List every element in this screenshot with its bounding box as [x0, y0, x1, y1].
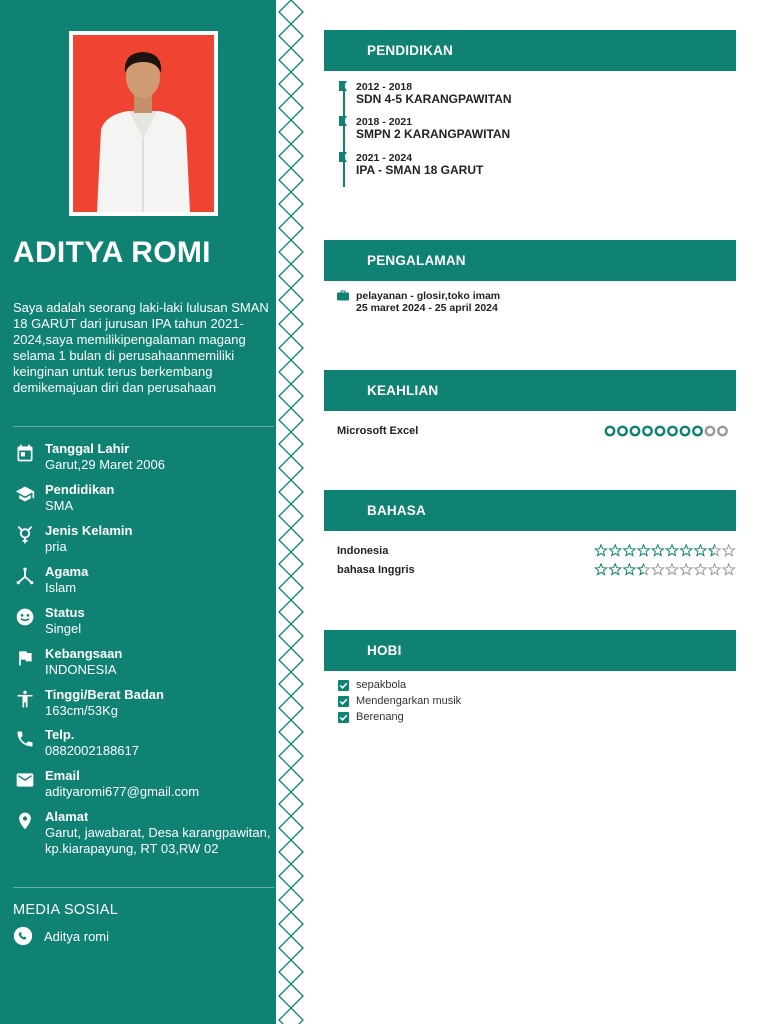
- info-value: pria: [45, 539, 67, 554]
- religion-icon: [15, 566, 35, 586]
- skill-dot-filled: [693, 427, 701, 435]
- info-label: Telp.: [45, 727, 75, 742]
- social-label: Aditya romi: [44, 929, 110, 944]
- skill-dot-filled: [668, 427, 676, 435]
- skill-dot-filled: [606, 427, 614, 435]
- star-icon-filled: [638, 545, 649, 556]
- section-title: PENGALAMAN: [367, 253, 466, 268]
- star-icon-filled: [624, 545, 635, 556]
- info-label: Email: [45, 768, 80, 783]
- sidebar-divider: [13, 426, 274, 427]
- info-label: Tanggal Lahir: [45, 441, 130, 456]
- info-label: Tinggi/Berat Badan: [45, 687, 164, 702]
- star-icon-filled: [595, 564, 606, 575]
- briefcase-icon: [337, 290, 349, 301]
- graduation-cap-icon: [15, 484, 35, 504]
- experience-period: 25 maret 2024 - 25 april 2024: [356, 302, 498, 314]
- star-icon-filled: [652, 545, 663, 556]
- profile-summary: Saya adalah seorang laki-laki lulusan SMAN 18 GARUT dari jurusan IPA tahun 2021-2024,saya memilikipengalaman magang selama 1 bulan di perusahaanmemiliki keinginan untuk terus berkembang demikemajuan diri dan perusahaan: [13, 300, 269, 395]
- info-value: Islam: [45, 580, 77, 595]
- section-title: KEAHLIAN: [367, 383, 439, 398]
- skill-name: Microsoft Excel: [337, 425, 419, 437]
- skill-dot-filled: [618, 427, 626, 435]
- star-icon-empty: [723, 545, 734, 556]
- star-icon-empty: [723, 564, 734, 575]
- diamond-border: [276, 0, 306, 1024]
- skill-dot-filled: [631, 427, 639, 435]
- section-title: BAHASA: [367, 503, 426, 518]
- social-item-whatsapp[interactable]: [13, 926, 110, 951]
- profile-photo: [73, 35, 214, 212]
- language-name: Indonesia: [337, 545, 389, 557]
- section-title: PENDIDIKAN: [367, 43, 454, 58]
- star-icon-empty: [709, 564, 720, 575]
- education-years: 2018 - 2021: [356, 116, 413, 128]
- star-icon-filled: [609, 545, 620, 556]
- experience-role: pelayanan - glosir,toko imam: [356, 290, 501, 302]
- star-icon-filled: [695, 545, 706, 556]
- language-name: bahasa Inggris: [337, 564, 415, 576]
- status-icon: [15, 607, 35, 627]
- gender-icon: [15, 525, 35, 545]
- social-media-title: MEDIA SOSIAL: [13, 902, 119, 918]
- info-label: Jenis Kelamin: [45, 523, 133, 538]
- info-value: SMA: [45, 498, 74, 513]
- info-label: Kebangsaan: [45, 646, 123, 661]
- language-rating: [594, 544, 736, 557]
- star-icon-empty: [695, 564, 706, 575]
- sidebar-divider: [13, 887, 274, 888]
- location-icon: [15, 811, 35, 831]
- checkbox-icon: [338, 712, 349, 723]
- info-value: Garut,29 Maret 2006: [45, 457, 165, 472]
- skill-dot-filled: [643, 427, 651, 435]
- education-school: SMPN 2 KARANGPAWITAN: [356, 127, 511, 141]
- hobby-label: Berenang: [356, 711, 404, 723]
- phone-icon: [15, 729, 35, 749]
- section-header-hobbies: [324, 630, 736, 671]
- person-icon: [15, 689, 35, 709]
- section-header-experience: [324, 240, 736, 281]
- checkbox-icon: [338, 680, 349, 691]
- education-years: 2012 - 2018: [356, 81, 413, 93]
- section-header-education: [324, 30, 736, 71]
- star-icon-filled: [595, 545, 606, 556]
- skill-dot-filled: [656, 427, 664, 435]
- skill-dot-empty: [706, 427, 714, 435]
- info-value: adityaromi677@gmail.com: [45, 784, 200, 799]
- timeline-marker-icon: [339, 152, 349, 162]
- hobby-label: sepakbola: [356, 679, 407, 691]
- info-label: Agama: [45, 564, 89, 579]
- section-title: HOBI: [367, 643, 402, 658]
- timeline-line: [343, 85, 345, 187]
- section-header-skills: [324, 370, 736, 411]
- star-icon-filled: [624, 564, 635, 575]
- star-icon-filled: [666, 545, 677, 556]
- email-icon: [15, 770, 35, 790]
- checkbox-icon: [338, 696, 349, 707]
- calendar-icon: [15, 443, 35, 463]
- education-school: SDN 4-5 KARANGPAWITAN: [356, 92, 512, 106]
- skill-level-rating: [604, 425, 736, 437]
- sidebar: [0, 0, 276, 1024]
- timeline-marker-icon: [339, 81, 349, 91]
- star-icon-filled: [680, 545, 691, 556]
- star-icon-filled: [609, 564, 620, 575]
- timeline-marker-icon: [339, 116, 349, 126]
- info-value: Garut, jawabarat, Desa karangpawitan, kp.kiarapayung, RT 03,RW 02: [45, 825, 271, 856]
- star-icon-empty: [652, 564, 663, 575]
- full-name: ADITYA ROMI: [13, 236, 211, 269]
- education-school: IPA - SMAN 18 GARUT: [356, 163, 484, 177]
- hobby-label: Mendengarkan musik: [356, 695, 462, 707]
- whatsapp-icon: [13, 926, 33, 946]
- skill-dot-empty: [718, 427, 726, 435]
- star-icon-empty: [680, 564, 691, 575]
- info-label: Alamat: [45, 809, 89, 824]
- info-label: Status: [45, 605, 85, 620]
- section-header-languages: [324, 490, 736, 531]
- profile-photo-frame: [69, 31, 218, 216]
- info-value: Singel: [45, 621, 82, 636]
- star-icon-empty: [666, 564, 677, 575]
- info-value: 0882002188617: [45, 743, 139, 758]
- skill-dot-filled: [681, 427, 689, 435]
- flag-icon: [15, 648, 35, 668]
- info-label: Pendidikan: [45, 482, 115, 497]
- education-years: 2021 - 2024: [356, 152, 413, 164]
- info-value: 163cm/53Kg: [45, 703, 118, 718]
- info-value: INDONESIA: [45, 662, 117, 677]
- language-rating: [594, 563, 736, 576]
